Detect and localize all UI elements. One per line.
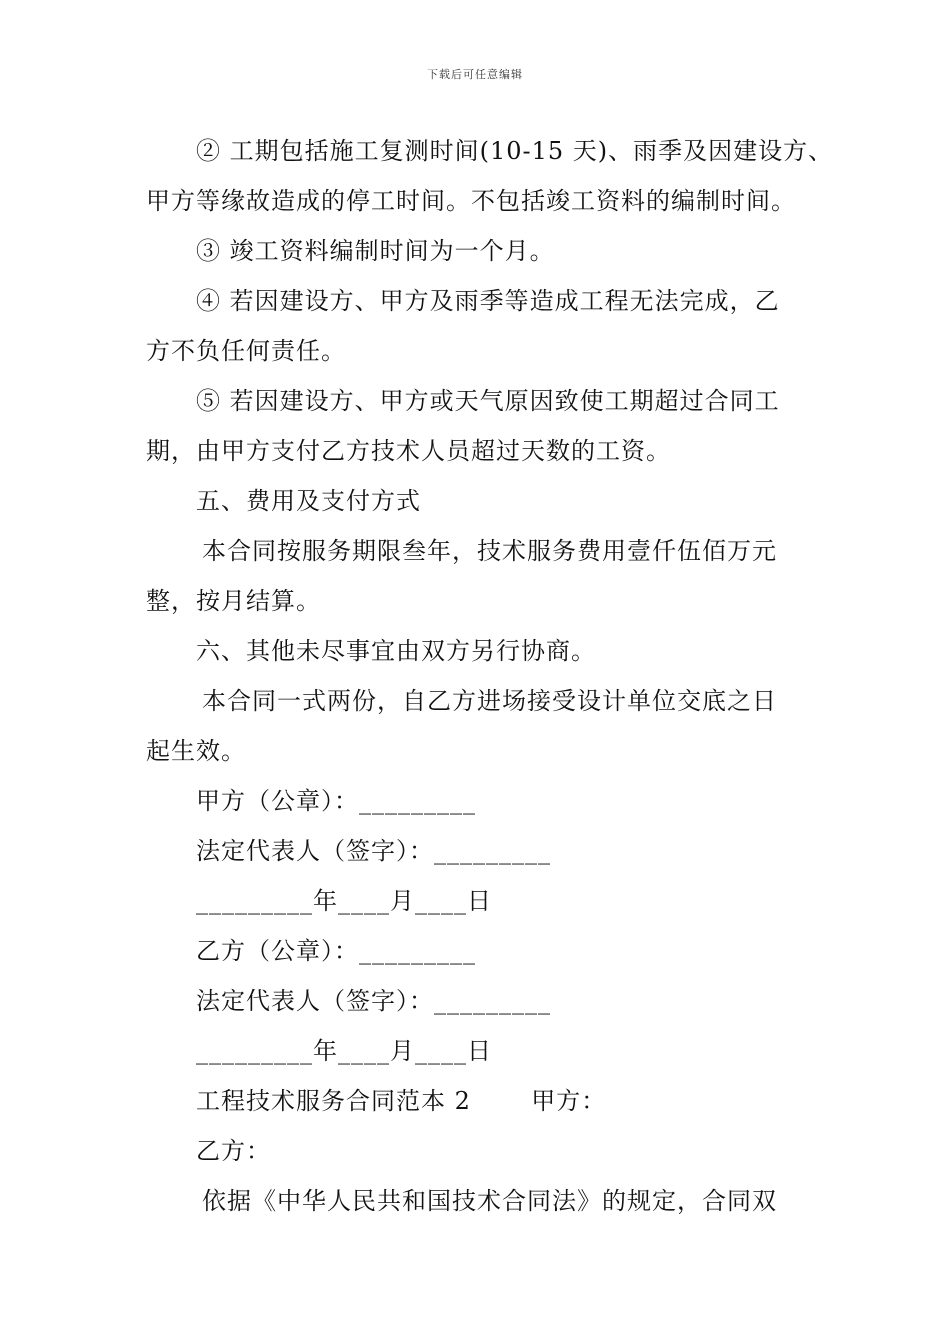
clause-5-line-2: 期，由甲方支付乙方技术人员超过天数的工资。 — [146, 437, 671, 465]
party-a-seal-line: 甲方（公章）：_________ — [196, 787, 476, 815]
basis-paragraph-line-1: 依据《中华人民共和国技术合同法》的规定，合同双 — [202, 1187, 777, 1215]
page-header-note: 下载后可任意编辑 — [427, 68, 523, 81]
contract-2-title-line: 工程技术服务合同范本 2 甲方： — [196, 1087, 607, 1115]
party-a-representative-line: 法定代表人（签字）：_________ — [196, 837, 551, 865]
clause-4-line-1: ④ 若因建设方、甲方及雨季等造成工程无法完成，乙 — [196, 287, 780, 315]
section-6-heading: 六、其他未尽事宜由双方另行协商。 — [196, 637, 596, 665]
party-b-label-line: 乙方： — [196, 1137, 271, 1165]
fee-paragraph-line-2: 整，按月结算。 — [146, 587, 321, 615]
party-b-representative-line: 法定代表人（签字）：_________ — [196, 987, 551, 1015]
party-a-date-line: _________年____月____日 — [196, 887, 492, 915]
clause-5-line-1: ⑤ 若因建设方、甲方或天气原因致使工期超过合同工 — [196, 387, 780, 415]
clause-3-line: ③ 竣工资料编制时间为一个月。 — [196, 237, 555, 265]
party-b-date-line: _________年____月____日 — [196, 1037, 492, 1065]
party-b-seal-line: 乙方（公章）：_________ — [196, 937, 476, 965]
clause-2-line-2: 甲方等缘故造成的停工时间。不包括竣工资料的编制时间。 — [146, 187, 796, 215]
fee-paragraph-line-1: 本合同按服务期限叁年，技术服务费用壹仟伍佰万元 — [202, 537, 777, 565]
section-5-heading: 五、费用及支付方式 — [196, 487, 421, 515]
clause-4-line-2: 方不负任何责任。 — [146, 337, 346, 365]
clause-2-line-1: ② 工期包括施工复测时间(10-15 天)、雨季及因建设方、 — [196, 137, 834, 165]
validity-paragraph-line-1: 本合同一式两份，自乙方进场接受设计单位交底之日 — [202, 687, 777, 715]
document-body — [146, 126, 836, 1226]
validity-paragraph-line-2: 起生效。 — [146, 737, 246, 765]
